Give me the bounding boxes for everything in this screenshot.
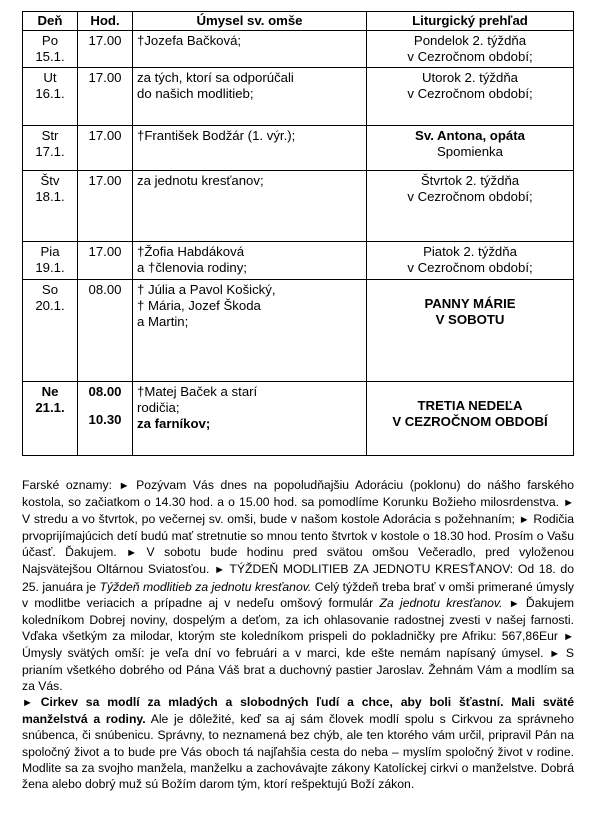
liturgy-cell: [367, 242, 574, 280]
table-row: [23, 280, 574, 382]
day-cell: [23, 242, 78, 280]
liturgy-line: Sv. Antona, opáta: [415, 128, 525, 143]
announcement-text: Ďakujem koledníkom Dobrej noviny, dospelým a deťom, za ich ohlasovanie radostnej zvesti v našej farnosti. Vďaka všetkým za milodar, ktorým ste koledníkom prispeli do pokladničky pre Afriku: 567,86Eur: [22, 595, 574, 643]
intent-line: rodičia;: [137, 400, 180, 415]
intent-line: do našich modlitieb;: [137, 86, 254, 101]
liturgy-cell: [367, 68, 574, 126]
arrow-icon: ►: [549, 647, 561, 660]
intent-line: †Matej Baček a starí: [137, 384, 258, 399]
intent-cell: [133, 382, 367, 456]
intent-line: za tých, ktorí sa odporúčali: [137, 70, 294, 85]
day-name: Ut: [43, 70, 57, 85]
liturgy-cell: [367, 171, 574, 242]
day-date: 18.1.: [35, 189, 65, 204]
announcement-text: V stredu a vo štvrtok, po večernej sv. omši, bude v našom kostole Adorácia s požehnaním;: [22, 512, 515, 527]
time-cell: 17.00: [78, 126, 133, 171]
day-name: Pia: [40, 244, 60, 259]
parish-announcements: [22, 477, 574, 792]
day-date: 16.1.: [35, 86, 65, 101]
announcement-text: Celý týždeň treba brať v omši primerané úmysly v modlitbe veriacich a prípadne aj v nedeľu omšový formulár: [22, 579, 574, 610]
liturgy-line: v Cezročnom období;: [407, 260, 533, 275]
table-row: [23, 68, 574, 126]
arrow-icon: ►: [126, 547, 138, 560]
arrow-icon: ►: [508, 597, 520, 610]
announcement-text: V sobotu bude hodinu pred svätou omšou Večeradlo, pred vyloženou Najsvätejšou Oltárnou Sviatosťou.: [22, 545, 575, 577]
arrow-icon: ►: [118, 480, 130, 492]
arrow-icon: ►: [214, 564, 225, 577]
day-cell: [23, 171, 78, 242]
liturgy-line: V SOBOTU: [435, 312, 505, 327]
liturgy-line: v Cezročnom období;: [407, 86, 533, 101]
announcement-italic: Týždeň modlitieb za jednotu kresťanov.: [99, 579, 312, 594]
header-umysel: Úmysel sv. omše: [133, 12, 367, 31]
intent-cell: [133, 126, 367, 171]
day-cell: [23, 382, 78, 456]
intent-cell: [133, 280, 367, 382]
time-line: 10.30: [88, 412, 122, 427]
intent-line: za farníkov;: [137, 416, 211, 431]
announcement-text: Rodičia prvoprijímajúcich detí budú mať stretnutie so mnou tento štvrtok v kostole o 18.30 hod. Prosím o Vašu účasť. Ďakujem.: [22, 512, 574, 560]
intent-line: a Martin;: [137, 314, 189, 329]
intent-cell: [133, 171, 367, 242]
liturgy-line: Piatok 2. týždňa: [423, 244, 517, 259]
liturgy-line: V CEZROČNOM OBDOBÍ: [392, 414, 548, 429]
intent-cell: [133, 31, 367, 68]
intent-line: †Jozefa Bačková;: [137, 33, 242, 48]
church-prayer-paragraph: [22, 694, 574, 792]
day-date: 21.1.: [35, 400, 65, 415]
time-cell: 08.00: [78, 280, 133, 382]
announcement-text: Pozývam Vás dnes na popoludňajšiu Adoráciu (poklonu) do nášho farského kostola, so začiatkom o 14.30 hod. a o 15.00 hod. sa pomodlíme Korunku Božieho milosrdenstva.: [22, 478, 575, 510]
liturgy-line: Pondelok 2. týždňa: [413, 33, 527, 48]
intent-line: za jednotu kresťanov;: [137, 173, 264, 188]
liturgy-line: PANNY MÁRIE: [424, 296, 516, 311]
liturgy-line: v Cezročnom období;: [407, 49, 533, 64]
time-cell: 17.00: [78, 171, 133, 242]
header-liturgia: Liturgický prehľad: [367, 12, 574, 31]
liturgy-line: Štvrtok 2. týždňa: [420, 173, 520, 188]
liturgy-line: Spomienka: [437, 144, 503, 159]
header-hod: Hod.: [78, 12, 133, 31]
day-date: 20.1.: [35, 298, 65, 313]
arrow-icon: ►: [22, 697, 33, 710]
time-cell: 17.00: [78, 31, 133, 68]
liturgy-cell: [367, 280, 574, 382]
arrow-icon: ►: [518, 514, 530, 527]
intent-line: † Mária, Jozef Škoda: [137, 298, 261, 313]
time-cell: 17.00: [78, 242, 133, 280]
liturgy-line: Utorok 2. týždňa: [421, 70, 519, 85]
day-date: 19.1.: [35, 260, 65, 275]
intent-line: †Žofia Habdáková: [137, 244, 245, 259]
day-name: Štv: [40, 173, 60, 188]
arrow-icon: ►: [563, 497, 574, 510]
arrow-icon: ►: [563, 630, 575, 643]
announcements-paragraph: [22, 477, 574, 694]
day-cell: [23, 68, 78, 126]
liturgy-line: v Cezročnom období;: [407, 189, 533, 204]
day-cell: [23, 31, 78, 68]
liturgy-cell: [367, 126, 574, 171]
table-row: [23, 126, 574, 171]
intent-line: † Júlia a Pavol Košický,: [137, 282, 276, 297]
day-name: Str: [41, 128, 59, 143]
announcements-label: Farské oznamy:: [22, 478, 112, 492]
announcement-bold: Cirkev sa modlí za mladých a slobodných ľudí a chce, aby boli šťastní. Mali sväté manželstvá a rodiny.: [22, 695, 574, 727]
table-header-row: [23, 12, 574, 31]
table-row: [23, 242, 574, 280]
announcement-text: TÝŽDEŇ MODLITIEB ZA JEDNOTU KRESŤANOV: Od 18. do 25. januára je: [22, 562, 574, 594]
table-row: [23, 382, 574, 456]
day-date: 15.1.: [35, 49, 65, 64]
mass-schedule-table: [22, 11, 574, 456]
time-cell: [78, 382, 133, 456]
intent-cell: [133, 68, 367, 126]
table-row: [23, 31, 574, 68]
time-line: 08.00: [88, 384, 122, 399]
day-cell: [23, 280, 78, 382]
intent-cell: [133, 242, 367, 280]
intent-line: a †členovia rodiny;: [137, 260, 247, 275]
time-cell: 17.00: [78, 68, 133, 126]
liturgy-cell: [367, 31, 574, 68]
intent-line: †František Bodžár (1. výr.);: [137, 128, 296, 143]
announcement-text: Úmysly svätých omší: je veľa dní vo februári a v marci, kde ešte nemám napísaný úmysel.: [22, 645, 544, 660]
liturgy-cell: [367, 382, 574, 456]
announcement-text: S prianím všetkého dobrého od Pána Váš brat a duchovný pastier Jaroslav. Žehnám Vám a modlím sa za Vás.: [22, 645, 575, 694]
liturgy-line: TRETIA NEDEĽA: [417, 398, 523, 413]
day-cell: [23, 126, 78, 171]
day-name: Ne: [41, 384, 59, 399]
day-name: Po: [41, 33, 59, 48]
day-date: 17.1.: [35, 144, 65, 159]
announcement-text: Ale je dôležité, keď sa aj sám človek modlí spolu s Cirkvou za správneho snúbenca, či snúbenicu. Správny, to neznamená bez chýb, ale ten ktorého vám určil, pripravil Pán na spoločný život a to bude pre Vás oboch tá najľahšia cesta do neba – myslím spoločný život v rodine. Modlite sa za svojho manžela, manželku a zachovávajte zákony Katolíckej cirkvi o manželstve. Dobrá žena alebo dobrý muž sú Božím darom tým, ktorí rešpektujú Boží zákon.: [22, 712, 575, 791]
table-row: [23, 171, 574, 242]
announcement-italic: Za jednotu kresťanov.: [379, 595, 503, 610]
header-den: Deň: [23, 12, 78, 31]
day-name: So: [41, 282, 59, 297]
